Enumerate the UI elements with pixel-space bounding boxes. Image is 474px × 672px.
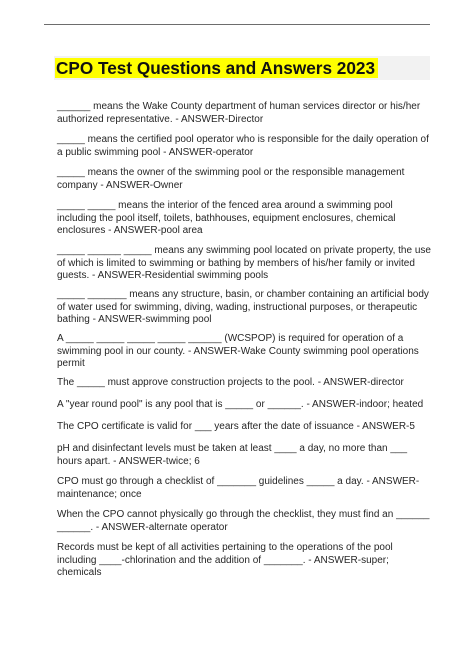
- document-title: CPO Test Questions and Answers 2023: [55, 58, 378, 78]
- question-item: CPO must go through a checklist of _______ guidelines _____ a day. - ANSWER-maintenance; once: [57, 476, 420, 500]
- question-item: _____ means the certified pool operator who is responsible for the daily operation of a public swimming pool - ANSWER-operator: [57, 134, 429, 158]
- question-item: _____ ______ _____ means any swimming pool located on private property, the use of which is limited to swimming or bathing by members of his/her family or invited guests. - ANSWER-Residential swimming pools: [57, 245, 431, 281]
- question-item: Records must be kept of all activities pertaining to the operations of the pool including ____-chlorination and the addition of _______. - ANSWER-super; chemicals: [57, 542, 393, 578]
- header-rule: [44, 24, 430, 25]
- question-item: The CPO certificate is valid for ___ years after the date of issuance - ANSWER-5: [57, 421, 415, 432]
- question-item: A "year round pool" is any pool that is _____ or ______. - ANSWER-indoor; heated: [57, 399, 424, 410]
- question-item: pH and disinfectant levels must be taken at least ____ a day, no more than ___ hours apart. - ANSWER-twice; 6: [57, 443, 408, 467]
- question-item: When the CPO cannot physically go through the checklist, they must find an ______ ______. - ANSWER-alternate operator: [57, 509, 430, 533]
- question-item: _____ means the owner of the swimming pool or the responsible management company - ANSWER-Owner: [57, 167, 405, 191]
- question-item: _____ _______ means any structure, basin, or chamber containing an artificial body of water used for swimming, diving, wading, instructional purposes, or therapeutic bathing - ANSWER-swimming pool: [57, 289, 429, 325]
- question-item: _____ _____ means the interior of the fenced area around a swimming pool including the pool itself, toilets, bathhouses, equipment enclosures, chemical enclosures - ANSWER-pool area: [57, 200, 396, 236]
- question-item: The _____ must approve construction projects to the pool. - ANSWER-director: [57, 377, 404, 388]
- question-item: A _____ _____ _____ _____ ______ (WCSPOP) is required for operation of a swimming pool in our county. - ANSWER-Wake County swimming pool operations permit: [57, 333, 419, 369]
- question-item: ______ means the Wake County department of human services director or his/her authorized representative. - ANSWER-Director: [57, 101, 421, 125]
